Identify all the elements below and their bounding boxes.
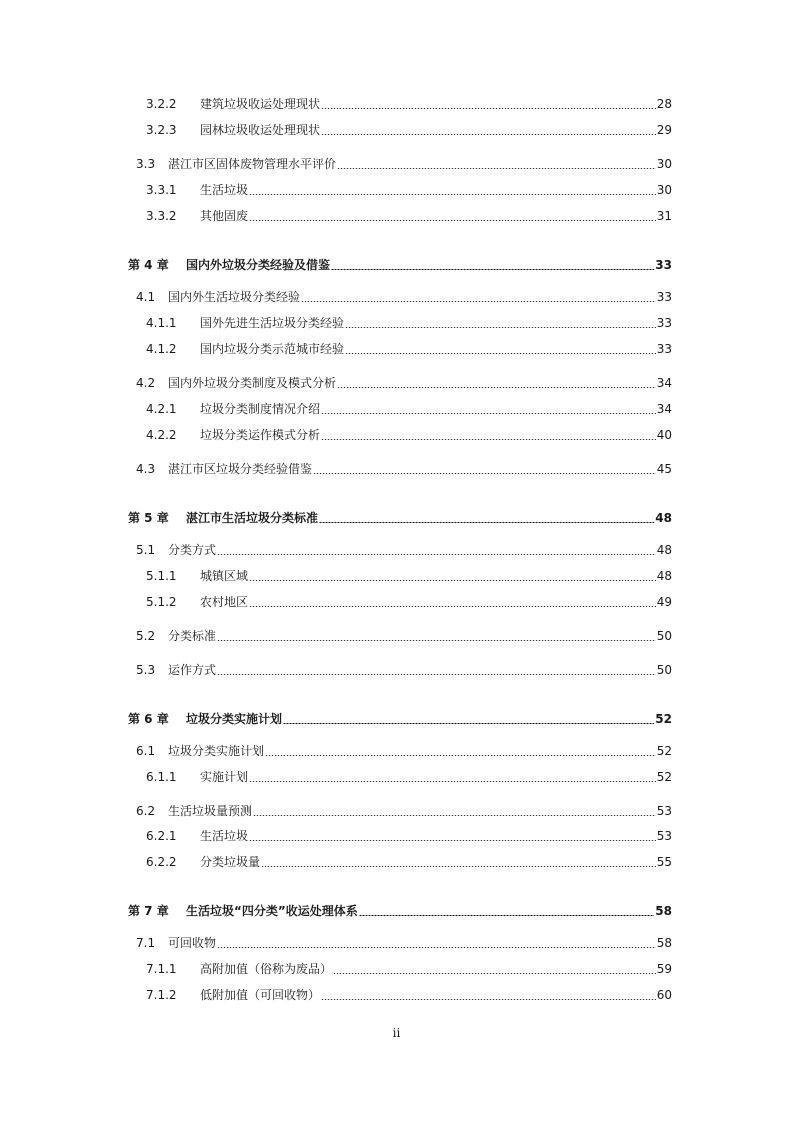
toc-entry-title: 生活垃圾 [200, 829, 249, 843]
toc-entry-page: 49 [656, 595, 672, 609]
toc-entry-number: 第 6 章 [128, 712, 169, 726]
toc-entry-title: 农村地区 [200, 595, 249, 609]
toc-dot-leader [301, 301, 656, 302]
toc-entry-number: 5.2 [136, 629, 156, 643]
toc-entry-page: 52 [656, 770, 672, 784]
toc-entry-page: 48 [656, 569, 672, 583]
toc-entry-page: 33 [656, 316, 672, 330]
toc-entry-title: 高附加值（俗称为废品） [200, 962, 333, 976]
toc-dot-leader [217, 947, 656, 948]
toc-entry-5-1[interactable] [136, 541, 672, 559]
toc-entry-title: 园林垃圾收运处理现状 [200, 123, 321, 137]
toc-dot-leader [337, 387, 656, 388]
toc-dot-leader [319, 522, 654, 523]
toc-entry-number: 3.3 [136, 157, 156, 171]
toc-entry-5-2[interactable] [136, 627, 672, 645]
toc-entry-number: 6.1.1 [146, 770, 177, 784]
toc-entry-number: 6.1 [136, 744, 156, 758]
toc-entry-page: 40 [656, 428, 672, 442]
toc-entry-title: 国外先进生活垃圾分类经验 [200, 316, 345, 330]
toc-entry-4-2-1[interactable] [146, 400, 672, 418]
toc-entry-3-2-2[interactable] [146, 95, 672, 113]
toc-dot-leader [217, 554, 656, 555]
toc-entry-page: 34 [656, 376, 672, 390]
toc-entry-number: 5.1.1 [146, 569, 177, 583]
toc-entry-3-3[interactable] [136, 155, 672, 173]
toc-entry-page: 45 [656, 462, 672, 476]
toc-entry-number: 4.2.2 [146, 428, 177, 442]
toc-entry-number: 6.2.1 [146, 829, 177, 843]
toc-entry-title: 低附加值（可回收物） [200, 988, 321, 1002]
toc-chapter-4[interactable] [128, 256, 672, 274]
toc-entry-3-3-1[interactable] [146, 181, 672, 199]
toc-entry-title: 分类标准 [168, 629, 217, 643]
toc-dot-leader [321, 999, 656, 1000]
toc-entry-title: 实施计划 [200, 770, 249, 784]
toc-entry-title: 分类垃圾量 [200, 855, 261, 869]
toc-dot-leader [345, 353, 656, 354]
toc-entry-title: 生活垃圾量预测 [168, 804, 253, 818]
toc-chapter-7[interactable] [128, 902, 672, 920]
toc-entry-page: 53 [656, 829, 672, 843]
toc-dot-leader [359, 915, 655, 916]
toc-dot-leader [321, 108, 656, 109]
toc-entry-number: 7.1 [136, 936, 156, 950]
toc-entry-number: 3.3.1 [146, 183, 177, 197]
toc-entry-5-1-2[interactable] [146, 593, 672, 611]
toc-dot-leader [283, 723, 654, 724]
toc-entry-title: 国内垃圾分类示范城市经验 [200, 342, 345, 356]
toc-entry-4-1-2[interactable] [146, 340, 672, 358]
toc-dot-leader [321, 439, 656, 440]
toc-entry-4-1[interactable] [136, 288, 672, 306]
toc-entry-page: 33 [656, 342, 672, 356]
toc-entry-number: 3.2.2 [146, 97, 177, 111]
toc-entry-page: 55 [656, 855, 672, 869]
toc-dot-leader [313, 473, 656, 474]
toc-dot-leader [253, 815, 656, 816]
toc-entry-number: 3.2.3 [146, 123, 177, 137]
toc-chapter-6[interactable] [128, 710, 672, 728]
toc-entry-page: 60 [656, 988, 672, 1002]
toc-chapter-5[interactable] [128, 509, 672, 527]
toc-entry-title: 垃圾分类运作模式分析 [200, 428, 321, 442]
toc-dot-leader [333, 973, 656, 974]
toc-entry-4-2-2[interactable] [146, 426, 672, 444]
toc-dot-leader [249, 606, 656, 607]
toc-dot-leader [249, 220, 656, 221]
toc-entry-title: 建筑垃圾收运处理现状 [200, 97, 321, 111]
toc-dot-leader [337, 168, 656, 169]
toc-entry-6-2[interactable] [136, 802, 672, 820]
toc-entry-4-3[interactable] [136, 460, 672, 478]
toc-entry-title: 国内外生活垃圾分类经验 [168, 290, 301, 304]
toc-entry-number: 4.2 [136, 376, 156, 390]
toc-entry-title: 生活垃圾 [200, 183, 249, 197]
toc-entry-page: 58 [656, 936, 672, 950]
toc-entry-page: 59 [656, 962, 672, 976]
toc-entry-6-1-1[interactable] [146, 768, 672, 786]
toc-entry-title: 生活垃圾“四分类”收运处理体系 [186, 904, 358, 918]
toc-entry-7-1-1[interactable] [146, 960, 672, 978]
toc-dot-leader [249, 840, 656, 841]
toc-entry-6-2-2[interactable] [146, 853, 672, 871]
toc-entry-title: 垃圾分类实施计划 [186, 712, 283, 726]
toc-entry-title: 国内外垃圾分类制度及模式分析 [168, 376, 337, 390]
toc-entry-7-1-2[interactable] [146, 986, 672, 1004]
toc-entry-page: 31 [656, 209, 672, 223]
toc-entry-number: 第 7 章 [128, 904, 169, 918]
toc-entry-3-3-2[interactable] [146, 207, 672, 225]
toc-entry-page: 33 [655, 258, 672, 272]
toc-entry-number: 5.1 [136, 543, 156, 557]
toc-entry-number: 6.2 [136, 804, 156, 818]
toc-entry-title: 垃圾分类制度情况介绍 [200, 402, 321, 416]
toc-entry-number: 4.1.2 [146, 342, 177, 356]
toc-entry-number: 4.1 [136, 290, 156, 304]
toc-entry-4-2[interactable] [136, 374, 672, 392]
toc-dot-leader [217, 674, 656, 675]
toc-entry-number: 7.1.1 [146, 962, 177, 976]
toc-entry-page: 53 [656, 804, 672, 818]
toc-entry-number: 4.3 [136, 462, 156, 476]
toc-entry-page: 48 [655, 511, 672, 525]
toc-entry-number: 5.1.2 [146, 595, 177, 609]
toc-dot-leader [249, 580, 656, 581]
toc-entry-number: 6.2.2 [146, 855, 177, 869]
toc-entry-number: 5.3 [136, 663, 156, 677]
toc-entry-page: 30 [656, 157, 672, 171]
toc-entry-3-2-3[interactable] [146, 121, 672, 139]
toc-dot-leader [261, 866, 656, 867]
toc-entry-4-1-1[interactable] [146, 314, 672, 332]
toc-entry-7-1[interactable] [136, 934, 672, 952]
toc-entry-title: 分类方式 [168, 543, 217, 557]
toc-entry-page: 34 [656, 402, 672, 416]
toc-entry-page: 58 [655, 904, 672, 918]
toc-entry-page: 48 [656, 543, 672, 557]
toc-entry-number: 4.2.1 [146, 402, 177, 416]
toc-entry-title: 湛江市区固体废物管理水平评价 [168, 157, 337, 171]
toc-dot-leader [331, 269, 654, 270]
toc-entry-page: 50 [656, 629, 672, 643]
toc-entry-page: 52 [656, 744, 672, 758]
toc-entry-title: 城镇区域 [200, 569, 249, 583]
toc-entry-title: 运作方式 [168, 663, 217, 677]
toc-entry-title: 可回收物 [168, 936, 217, 950]
toc-entry-title: 垃圾分类实施计划 [168, 744, 265, 758]
toc-dot-leader [265, 755, 656, 756]
page-footer-number: ii [392, 1026, 401, 1040]
toc-entry-title: 国内外垃圾分类经验及借鉴 [186, 258, 331, 272]
toc-entry-title: 湛江市区垃圾分类经验借鉴 [168, 462, 313, 476]
toc-entry-page: 52 [655, 712, 672, 726]
toc-dot-leader [249, 781, 656, 782]
toc-entry-page: 30 [656, 183, 672, 197]
toc-entry-5-3[interactable] [136, 661, 672, 679]
toc-entry-6-1[interactable] [136, 742, 672, 760]
toc-entry-page: 28 [656, 97, 672, 111]
toc-dot-leader [217, 640, 656, 641]
toc-entry-number: 7.1.2 [146, 988, 177, 1002]
toc-entry-page: 50 [656, 663, 672, 677]
toc-entry-title: 其他固废 [200, 209, 249, 223]
toc-entry-5-1-1[interactable] [146, 567, 672, 585]
toc-entry-number: 3.3.2 [146, 209, 177, 223]
toc-entry-number: 第 5 章 [128, 511, 169, 525]
toc-dot-leader [249, 194, 656, 195]
toc-entry-number: 第 4 章 [128, 258, 169, 272]
toc-dot-leader [345, 327, 656, 328]
toc-dot-leader [321, 134, 656, 135]
toc-entry-page: 33 [656, 290, 672, 304]
toc-entry-6-2-1[interactable] [146, 827, 672, 845]
toc-dot-leader [321, 413, 656, 414]
toc-entry-title: 湛江市生活垃圾分类标准 [186, 511, 319, 525]
toc-entry-page: 29 [656, 123, 672, 137]
toc-entry-number: 4.1.1 [146, 316, 177, 330]
